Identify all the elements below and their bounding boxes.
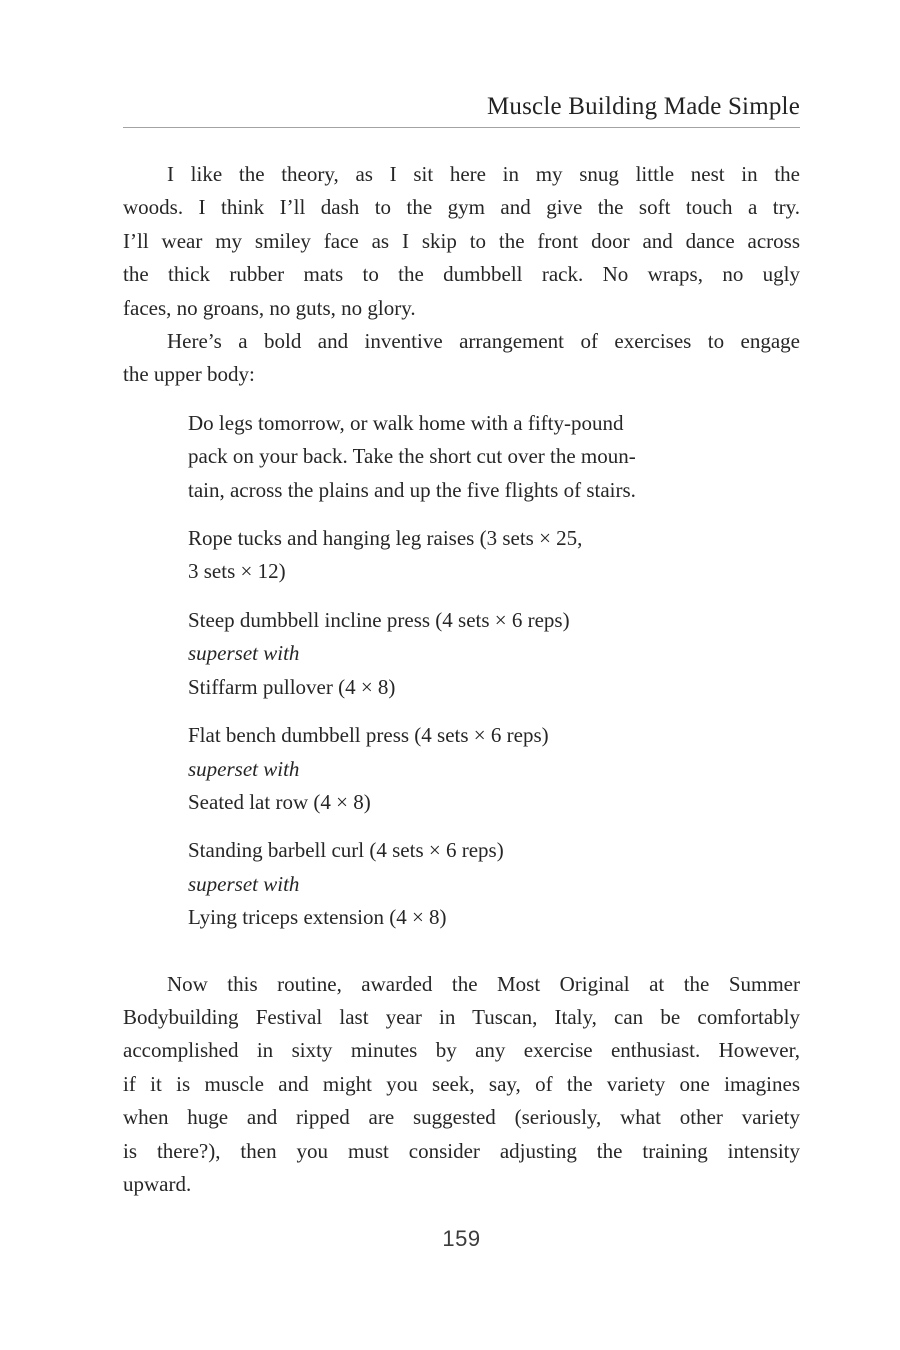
text-line: the upper body: <box>123 362 255 387</box>
page-number: 159 <box>442 1226 481 1251</box>
text-line: when huge and ripped are suggested (seriously, what other variety <box>123 1105 800 1130</box>
text-line: Flat bench dumbbell press (4 sets × 6 reps) <box>188 723 549 748</box>
exercise-block <box>188 407 800 507</box>
text-line: accomplished in sixty minutes by any exercise enthusiast. However, <box>123 1038 800 1063</box>
page-body <box>123 158 800 1201</box>
exercise-block <box>188 522 800 589</box>
text-line: Rope tucks and hanging leg raises (3 sets × 25, <box>188 526 583 551</box>
text-line: upward. <box>123 1171 192 1196</box>
text-line: Lying triceps extension (4 × 8) <box>188 905 447 930</box>
text-line: Standing barbell curl (4 sets × 6 reps) <box>188 838 504 863</box>
text-line: 3 sets × 12) <box>188 559 286 584</box>
exercise-block <box>188 604 800 704</box>
text-line: tain, across the plains and up the five flights of stairs. <box>188 477 636 502</box>
text-line: Bodybuilding Festival last year in Tuscan, Italy, can be comfortably <box>123 1004 800 1029</box>
text-line: I’ll wear my smiley face as I skip to the front door and dance across <box>123 228 800 253</box>
text-line: Stiffarm pullover (4 × 8) <box>188 674 396 699</box>
header-rule <box>123 127 800 128</box>
body-paragraph <box>123 325 800 392</box>
text-line: Steep dumbbell incline press (4 sets × 6 reps) <box>188 607 570 632</box>
page-content <box>123 0 800 1201</box>
text-line: superset with <box>188 641 300 666</box>
text-line: superset with <box>188 871 300 896</box>
exercise-block <box>188 719 800 819</box>
text-line: woods. I think I’ll dash to the gym and give the soft touch a try. <box>123 195 800 220</box>
text-line: faces, no groans, no guts, no glory. <box>123 295 416 320</box>
exercise-block <box>188 834 800 934</box>
text-line: Now this routine, awarded the Most Original at the Summer <box>167 971 800 996</box>
text-line: I like the theory, as I sit here in my snug little nest in the <box>167 162 800 186</box>
text-line: Here’s a bold and inventive arrangement of exercises to engage <box>167 329 800 354</box>
text-line: Seated lat row (4 × 8) <box>188 789 371 814</box>
text-line: the thick rubber mats to the dumbbell rack. No wraps, no ugly <box>123 262 800 287</box>
text-line: Do legs tomorrow, or walk home with a fifty-pound <box>188 410 624 435</box>
text-line: superset with <box>188 756 300 781</box>
body-paragraph <box>123 158 800 325</box>
body-paragraph <box>123 968 800 1202</box>
text-line: is there?), then you must consider adjusting the training intensity <box>123 1138 800 1163</box>
running-header-title: Muscle Building Made Simple <box>486 93 800 120</box>
text-line: if it is muscle and might you seek, say, of the variety one imagines <box>123 1071 800 1096</box>
text-line: pack on your back. Take the short cut over the moun- <box>188 444 636 469</box>
